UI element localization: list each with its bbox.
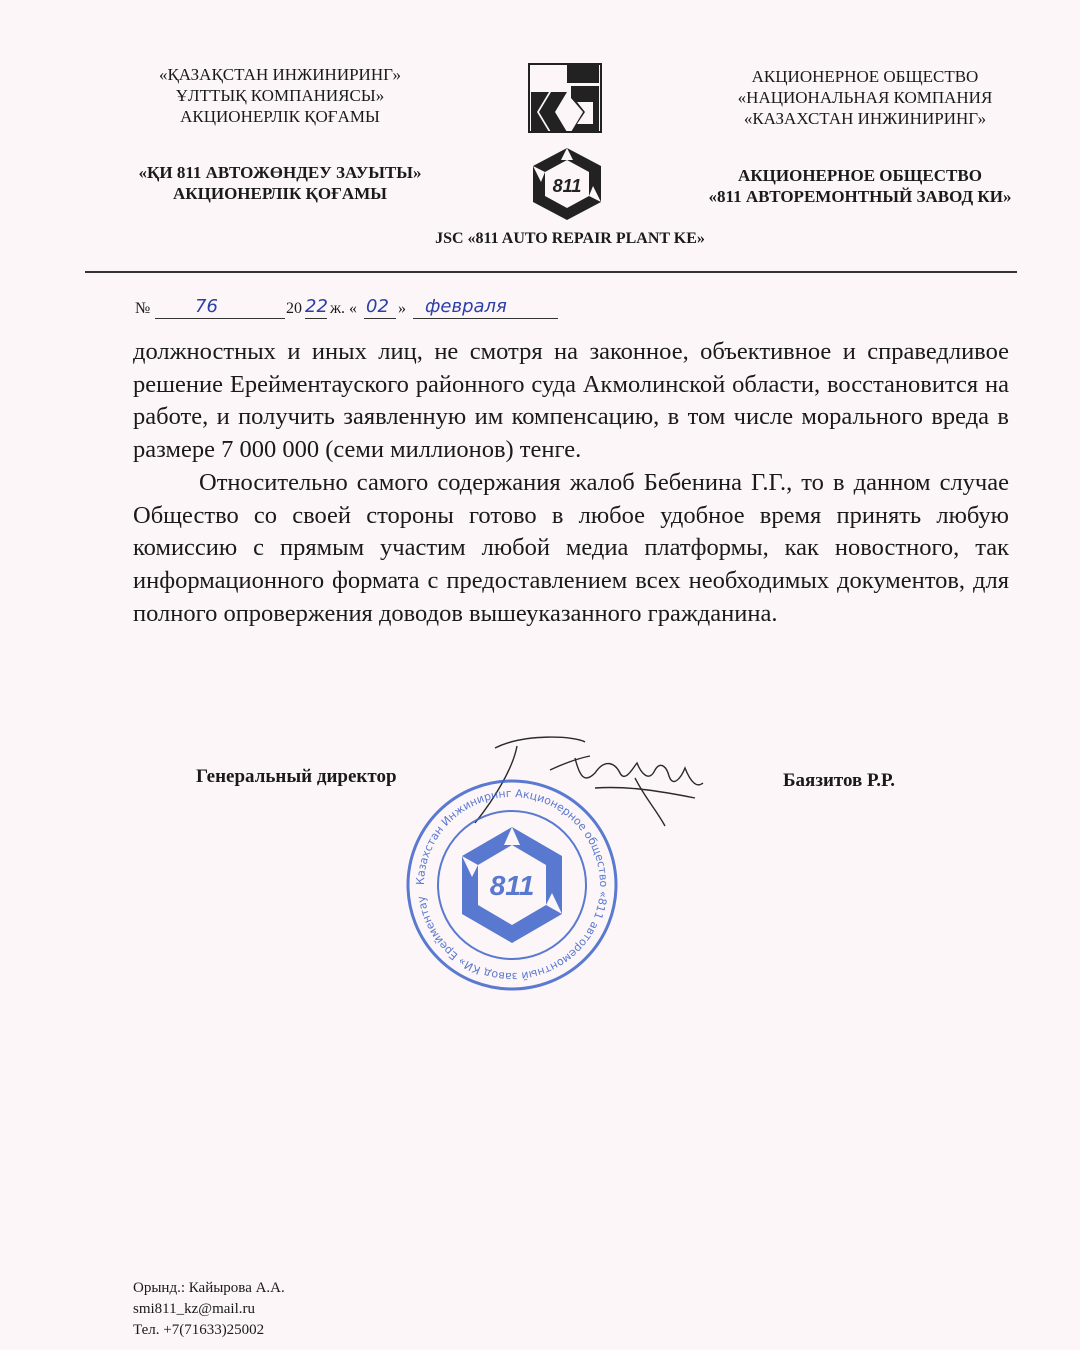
header-english-name: JSC «811 AUTO REPAIR PLANT KE» <box>435 230 705 247</box>
header-divider <box>85 271 1017 273</box>
day-value: 02 <box>366 296 389 317</box>
signatory-position: Генеральный директор <box>196 766 397 787</box>
logo-number: 811 <box>552 176 582 196</box>
year-suffix: 22 <box>305 296 328 317</box>
stamp-number: 811 <box>489 870 535 901</box>
registration-line <box>135 296 735 326</box>
registration-number: 76 <box>195 296 218 317</box>
company-stamp-icon <box>402 775 622 1000</box>
header-line: «НАЦИОНАЛЬНАЯ КОМПАНИЯ <box>737 88 993 107</box>
signatory-name: Баязитов Р.Р. <box>783 770 896 791</box>
stamp-text: Казахстан Инжиниринг Акционерное общество «811 авторемонтный завод КИ» Ерейментау <box>413 786 611 984</box>
year-underline <box>305 318 327 319</box>
letter-body <box>133 336 1009 630</box>
day-underline <box>364 318 396 319</box>
header-line: «ҚИ 811 АВТОЖӨНДЕУ ЗАУЫТЫ» <box>138 163 422 182</box>
header-line: ҰЛТТЫҚ КОМПАНИЯСЫ» <box>175 86 385 105</box>
header-line: АКЦИОНЕРЛІК ҚОҒАМЫ <box>173 184 387 203</box>
header-line: АКЦИОНЕРЛІК ҚОҒАМЫ <box>180 107 380 126</box>
footer-email: smi811_kz@mail.ru <box>133 1301 255 1317</box>
header-line: АКЦИОНЕРНОЕ ОБЩЕСТВО <box>738 166 982 185</box>
footer-phone: Тел. +7(71633)25002 <box>133 1322 265 1338</box>
body-paragraph-1: должностных и иных лиц, не смотря на законное, объективное и справедливое решение Ерейментауского районного суда Акмолинской области, восстановится на работе, и получить заявленную им компенсацию, в том числе морального вреда в размере 7 000 000 (семи миллионов) тенге. <box>133 338 1009 464</box>
footer-executor: Орынд.: Кайырова А.А. <box>133 1280 285 1296</box>
header-kz-plant <box>110 162 450 204</box>
header-line: «ҚАЗАҚСТАН ИНЖИНИРИНГ» <box>158 65 402 84</box>
month-value: февраля <box>425 296 507 317</box>
header-ru-company <box>700 66 1030 129</box>
ke-logo-icon <box>527 62 603 139</box>
header-line: АКЦИОНЕРНОЕ ОБЩЕСТВО <box>751 67 979 86</box>
header-ru-plant <box>680 165 1040 207</box>
number-sign: № <box>135 300 151 317</box>
811-logo-icon <box>527 146 607 227</box>
header-line: «811 АВТОРЕМОНТНЫЙ ЗАВОД КИ» <box>708 187 1012 206</box>
header-kz-company <box>120 64 440 127</box>
number-underline <box>155 318 285 319</box>
body-paragraph-2: Относительно самого содержания жалоб Бебенина Г.Г., то в данном случае Общество со своей стороны готово в любое удобное время принять любую комиссию с прямым участим любой медиа платформы, как новостного, так информационного формата с предоставлением всех необходимых документов, для полного опровержения доводов вышеуказанного гражданина. <box>133 468 1009 627</box>
year-word: ж. « <box>330 300 358 317</box>
day-close: » <box>398 300 406 317</box>
month-underline <box>413 318 558 319</box>
header-line: «КАЗАХСТАН ИНЖИНИРИНГ» <box>743 109 987 128</box>
footer-contacts <box>133 1278 285 1341</box>
year-prefix: 20 <box>286 300 302 317</box>
